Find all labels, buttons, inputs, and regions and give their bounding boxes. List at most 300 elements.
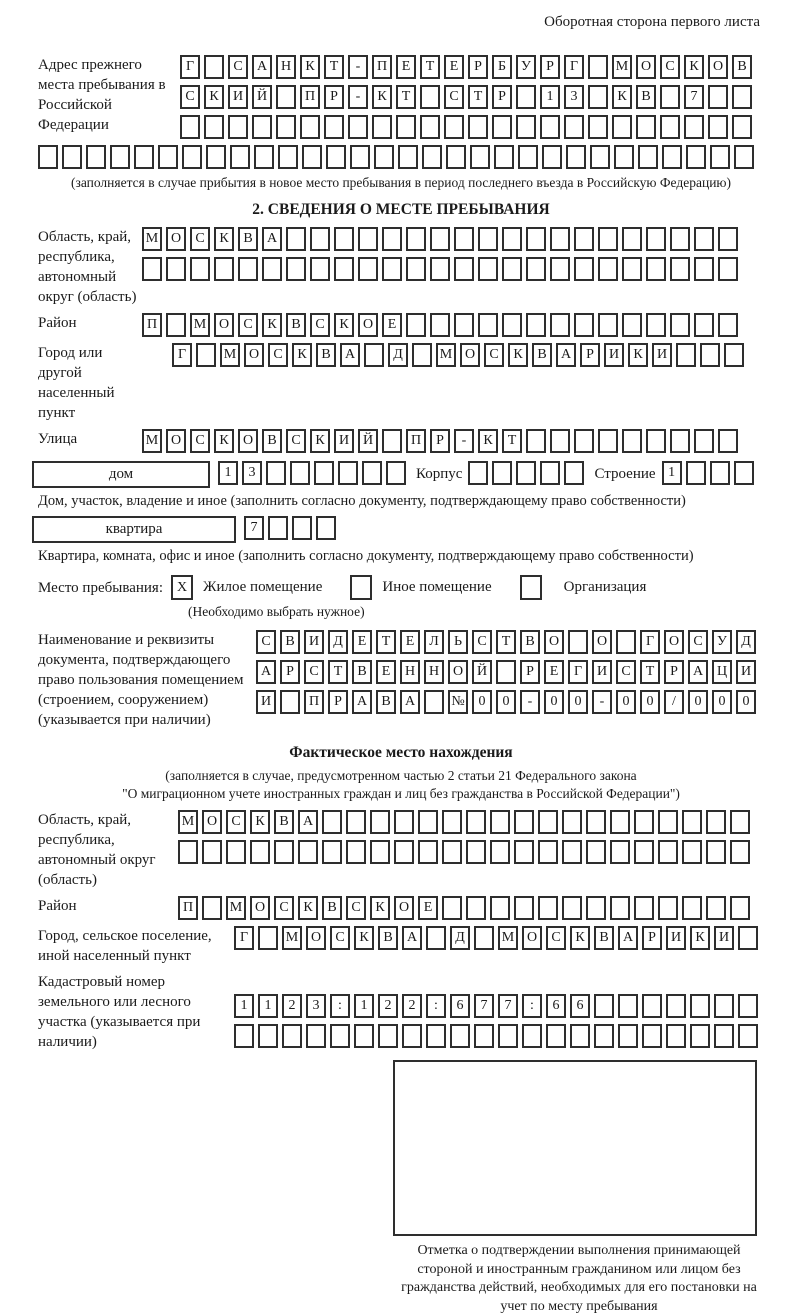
char-cell[interactable] <box>682 840 702 864</box>
char-cell[interactable] <box>718 257 738 281</box>
char-cell[interactable]: 0 <box>568 690 588 714</box>
char-cell[interactable]: П <box>178 896 198 920</box>
char-cell[interactable] <box>418 840 438 864</box>
char-cell[interactable]: И <box>334 429 354 453</box>
char-cell[interactable]: С <box>190 429 210 453</box>
char-cell[interactable] <box>492 461 512 485</box>
char-cell[interactable]: 2 <box>282 994 302 1018</box>
char-cell[interactable] <box>430 313 450 337</box>
char-cell[interactable]: 7 <box>474 994 494 1018</box>
char-cell[interactable] <box>180 115 200 139</box>
char-cell[interactable] <box>646 257 666 281</box>
char-cell[interactable]: К <box>214 227 234 251</box>
char-cell[interactable] <box>386 461 406 485</box>
checkbox-org[interactable] <box>520 575 542 600</box>
char-cell[interactable] <box>574 429 594 453</box>
char-cell[interactable]: С <box>180 85 200 109</box>
char-cell[interactable] <box>666 1024 686 1048</box>
char-cell[interactable] <box>300 115 320 139</box>
char-cell[interactable] <box>298 840 318 864</box>
char-cell[interactable] <box>724 343 744 367</box>
char-cell[interactable]: В <box>352 660 372 684</box>
char-cell[interactable] <box>516 115 536 139</box>
char-cell[interactable]: В <box>322 896 342 920</box>
char-cell[interactable]: 3 <box>242 461 262 485</box>
char-cell[interactable]: А <box>400 690 420 714</box>
char-cell[interactable] <box>86 145 106 169</box>
char-cell[interactable] <box>316 516 336 540</box>
char-cell[interactable]: 1 <box>540 85 560 109</box>
char-cell[interactable]: Б <box>492 55 512 79</box>
char-cell[interactable]: Р <box>580 343 600 367</box>
char-cell[interactable] <box>588 115 608 139</box>
char-cell[interactable] <box>324 115 344 139</box>
char-cell[interactable]: А <box>252 55 272 79</box>
char-cell[interactable]: Т <box>324 55 344 79</box>
char-cell[interactable] <box>364 343 384 367</box>
char-cell[interactable] <box>710 145 730 169</box>
char-cell[interactable] <box>564 115 584 139</box>
char-cell[interactable] <box>660 85 680 109</box>
char-cell[interactable] <box>540 115 560 139</box>
char-cell[interactable]: 6 <box>546 994 566 1018</box>
char-cell[interactable]: Т <box>468 85 488 109</box>
char-cell[interactable] <box>516 85 536 109</box>
char-cell[interactable]: К <box>508 343 528 367</box>
char-cell[interactable] <box>234 1024 254 1048</box>
char-cell[interactable]: Г <box>564 55 584 79</box>
char-cell[interactable] <box>730 840 750 864</box>
char-cell[interactable] <box>590 145 610 169</box>
char-cell[interactable]: Й <box>358 429 378 453</box>
char-cell[interactable] <box>566 145 586 169</box>
char-cell[interactable]: В <box>532 343 552 367</box>
char-cell[interactable] <box>478 227 498 251</box>
char-cell[interactable]: Д <box>328 630 348 654</box>
char-cell[interactable] <box>378 1024 398 1048</box>
char-cell[interactable] <box>586 896 606 920</box>
char-cell[interactable]: К <box>628 343 648 367</box>
char-cell[interactable]: М <box>612 55 632 79</box>
char-cell[interactable]: О <box>306 926 326 950</box>
char-cell[interactable]: К <box>478 429 498 453</box>
char-cell[interactable] <box>588 85 608 109</box>
char-cell[interactable]: 0 <box>496 690 516 714</box>
char-cell[interactable]: О <box>708 55 728 79</box>
char-cell[interactable]: 1 <box>662 461 682 485</box>
char-cell[interactable] <box>518 145 538 169</box>
char-cell[interactable] <box>190 257 210 281</box>
char-cell[interactable] <box>258 1024 278 1048</box>
char-cell[interactable]: С <box>238 313 258 337</box>
char-cell[interactable]: С <box>330 926 350 950</box>
char-cell[interactable]: В <box>636 85 656 109</box>
char-cell[interactable] <box>708 85 728 109</box>
char-cell[interactable] <box>686 145 706 169</box>
char-cell[interactable] <box>266 461 286 485</box>
char-cell[interactable]: К <box>684 55 704 79</box>
char-cell[interactable] <box>490 840 510 864</box>
char-cell[interactable] <box>474 926 494 950</box>
char-cell[interactable]: Р <box>468 55 488 79</box>
char-cell[interactable]: Е <box>444 55 464 79</box>
char-cell[interactable] <box>526 257 546 281</box>
char-cell[interactable]: Г <box>180 55 200 79</box>
char-cell[interactable] <box>666 994 686 1018</box>
char-cell[interactable]: Т <box>376 630 396 654</box>
char-cell[interactable]: 0 <box>736 690 756 714</box>
char-cell[interactable] <box>450 1024 470 1048</box>
char-cell[interactable]: В <box>274 810 294 834</box>
char-cell[interactable] <box>502 227 522 251</box>
char-cell[interactable]: Л <box>424 630 444 654</box>
char-cell[interactable] <box>326 145 346 169</box>
char-cell[interactable]: 7 <box>684 85 704 109</box>
char-cell[interactable] <box>394 810 414 834</box>
char-cell[interactable]: К <box>214 429 234 453</box>
char-cell[interactable]: Р <box>328 690 348 714</box>
char-cell[interactable] <box>540 461 560 485</box>
char-cell[interactable] <box>420 85 440 109</box>
char-cell[interactable] <box>206 145 226 169</box>
char-cell[interactable] <box>610 810 630 834</box>
char-cell[interactable] <box>732 115 752 139</box>
char-cell[interactable] <box>38 145 58 169</box>
char-cell[interactable]: - <box>348 85 368 109</box>
char-cell[interactable]: 1 <box>218 461 238 485</box>
char-cell[interactable]: А <box>352 690 372 714</box>
char-cell[interactable] <box>478 313 498 337</box>
char-cell[interactable] <box>514 840 534 864</box>
char-cell[interactable]: К <box>570 926 590 950</box>
char-cell[interactable] <box>538 840 558 864</box>
char-cell[interactable] <box>238 257 258 281</box>
char-cell[interactable] <box>670 227 690 251</box>
char-cell[interactable] <box>420 115 440 139</box>
char-cell[interactable] <box>382 227 402 251</box>
char-cell[interactable] <box>262 257 282 281</box>
char-cell[interactable]: С <box>346 896 366 920</box>
char-cell[interactable]: И <box>256 690 276 714</box>
char-cell[interactable] <box>492 115 512 139</box>
char-cell[interactable]: О <box>544 630 564 654</box>
char-cell[interactable] <box>370 840 390 864</box>
char-cell[interactable]: С <box>274 896 294 920</box>
char-cell[interactable] <box>546 1024 566 1048</box>
char-cell[interactable] <box>562 810 582 834</box>
char-cell[interactable]: В <box>376 690 396 714</box>
char-cell[interactable] <box>442 896 462 920</box>
char-cell[interactable]: И <box>666 926 686 950</box>
char-cell[interactable] <box>230 145 250 169</box>
char-cell[interactable] <box>614 145 634 169</box>
char-cell[interactable]: У <box>516 55 536 79</box>
char-cell[interactable] <box>718 313 738 337</box>
char-cell[interactable]: Г <box>172 343 192 367</box>
char-cell[interactable] <box>134 145 154 169</box>
char-cell[interactable] <box>526 313 546 337</box>
char-cell[interactable]: В <box>378 926 398 950</box>
char-cell[interactable] <box>550 313 570 337</box>
char-cell[interactable]: М <box>498 926 518 950</box>
char-cell[interactable]: Е <box>396 55 416 79</box>
char-cell[interactable] <box>706 896 726 920</box>
char-cell[interactable] <box>514 896 534 920</box>
char-cell[interactable]: К <box>292 343 312 367</box>
char-cell[interactable] <box>730 810 750 834</box>
char-cell[interactable] <box>622 257 642 281</box>
char-cell[interactable]: А <box>256 660 276 684</box>
char-cell[interactable]: К <box>310 429 330 453</box>
char-cell[interactable] <box>634 810 654 834</box>
char-cell[interactable]: Г <box>234 926 254 950</box>
char-cell[interactable]: Т <box>420 55 440 79</box>
char-cell[interactable] <box>406 257 426 281</box>
char-cell[interactable] <box>622 313 642 337</box>
char-cell[interactable]: С <box>444 85 464 109</box>
char-cell[interactable] <box>542 145 562 169</box>
char-cell[interactable] <box>292 516 312 540</box>
char-cell[interactable] <box>468 461 488 485</box>
char-cell[interactable] <box>252 115 272 139</box>
char-cell[interactable] <box>502 313 522 337</box>
char-cell[interactable] <box>178 840 198 864</box>
char-cell[interactable] <box>662 145 682 169</box>
char-cell[interactable] <box>454 257 474 281</box>
char-cell[interactable] <box>694 313 714 337</box>
char-cell[interactable]: С <box>268 343 288 367</box>
char-cell[interactable] <box>226 840 246 864</box>
char-cell[interactable]: Е <box>544 660 564 684</box>
char-cell[interactable] <box>276 85 296 109</box>
char-cell[interactable] <box>550 429 570 453</box>
char-cell[interactable]: Е <box>418 896 438 920</box>
char-cell[interactable] <box>734 461 754 485</box>
char-cell[interactable]: К <box>334 313 354 337</box>
char-cell[interactable]: Й <box>472 660 492 684</box>
char-cell[interactable] <box>322 810 342 834</box>
char-cell[interactable]: О <box>214 313 234 337</box>
char-cell[interactable] <box>586 810 606 834</box>
char-cell[interactable]: О <box>238 429 258 453</box>
char-cell[interactable]: С <box>286 429 306 453</box>
char-cell[interactable] <box>166 257 186 281</box>
char-cell[interactable]: М <box>142 429 162 453</box>
char-cell[interactable]: С <box>688 630 708 654</box>
char-cell[interactable] <box>562 840 582 864</box>
char-cell[interactable] <box>676 343 696 367</box>
char-cell[interactable]: 1 <box>258 994 278 1018</box>
char-cell[interactable] <box>738 1024 758 1048</box>
char-cell[interactable] <box>466 810 486 834</box>
char-cell[interactable]: 6 <box>450 994 470 1018</box>
char-cell[interactable] <box>618 994 638 1018</box>
char-cell[interactable] <box>110 145 130 169</box>
char-cell[interactable] <box>538 896 558 920</box>
char-cell[interactable] <box>636 115 656 139</box>
char-cell[interactable]: С <box>310 313 330 337</box>
char-cell[interactable]: Е <box>382 313 402 337</box>
char-cell[interactable] <box>254 145 274 169</box>
char-cell[interactable] <box>166 313 186 337</box>
char-cell[interactable] <box>496 660 516 684</box>
char-cell[interactable] <box>690 994 710 1018</box>
char-cell[interactable] <box>374 145 394 169</box>
char-cell[interactable] <box>430 257 450 281</box>
char-cell[interactable] <box>466 896 486 920</box>
char-cell[interactable] <box>694 429 714 453</box>
char-cell[interactable]: 3 <box>564 85 584 109</box>
char-cell[interactable] <box>334 257 354 281</box>
char-cell[interactable] <box>658 840 678 864</box>
char-cell[interactable]: А <box>402 926 422 950</box>
char-cell[interactable]: С <box>226 810 246 834</box>
char-cell[interactable]: И <box>604 343 624 367</box>
char-cell[interactable]: И <box>736 660 756 684</box>
char-cell[interactable]: С <box>546 926 566 950</box>
char-cell[interactable]: А <box>340 343 360 367</box>
char-cell[interactable] <box>642 994 662 1018</box>
char-cell[interactable] <box>258 926 278 950</box>
char-cell[interactable]: П <box>300 85 320 109</box>
char-cell[interactable] <box>454 227 474 251</box>
char-cell[interactable]: У <box>712 630 732 654</box>
char-cell[interactable] <box>310 257 330 281</box>
char-cell[interactable]: Т <box>396 85 416 109</box>
char-cell[interactable]: Р <box>324 85 344 109</box>
char-cell[interactable]: Е <box>376 660 396 684</box>
char-cell[interactable] <box>426 1024 446 1048</box>
char-cell[interactable] <box>622 429 642 453</box>
char-cell[interactable]: 3 <box>306 994 326 1018</box>
char-cell[interactable] <box>278 145 298 169</box>
char-cell[interactable] <box>622 227 642 251</box>
char-cell[interactable] <box>406 313 426 337</box>
char-cell[interactable] <box>514 810 534 834</box>
char-cell[interactable] <box>568 630 588 654</box>
char-cell[interactable] <box>280 690 300 714</box>
char-cell[interactable] <box>516 461 536 485</box>
char-cell[interactable] <box>196 343 216 367</box>
char-cell[interactable]: Е <box>352 630 372 654</box>
char-cell[interactable] <box>598 313 618 337</box>
char-cell[interactable]: О <box>664 630 684 654</box>
char-cell[interactable] <box>426 926 446 950</box>
char-cell[interactable]: Т <box>640 660 660 684</box>
char-cell[interactable]: Р <box>430 429 450 453</box>
char-cell[interactable] <box>444 115 464 139</box>
char-cell[interactable]: Д <box>388 343 408 367</box>
char-cell[interactable]: В <box>262 429 282 453</box>
char-cell[interactable]: О <box>202 810 222 834</box>
char-cell[interactable] <box>708 115 728 139</box>
char-cell[interactable]: И <box>228 85 248 109</box>
char-cell[interactable]: Ь <box>448 630 468 654</box>
char-cell[interactable] <box>346 810 366 834</box>
char-cell[interactable] <box>202 840 222 864</box>
char-cell[interactable] <box>610 840 630 864</box>
char-cell[interactable] <box>382 257 402 281</box>
char-cell[interactable] <box>470 145 490 169</box>
char-cell[interactable]: С <box>484 343 504 367</box>
char-cell[interactable]: О <box>244 343 264 367</box>
char-cell[interactable]: Й <box>252 85 272 109</box>
char-cell[interactable] <box>354 1024 374 1048</box>
char-cell[interactable]: Р <box>540 55 560 79</box>
char-cell[interactable]: А <box>618 926 638 950</box>
char-cell[interactable]: М <box>190 313 210 337</box>
char-cell[interactable] <box>682 896 702 920</box>
checkbox-inoe[interactable] <box>350 575 372 600</box>
char-cell[interactable]: О <box>592 630 612 654</box>
char-cell[interactable] <box>250 840 270 864</box>
char-cell[interactable]: С <box>304 660 324 684</box>
char-cell[interactable]: И <box>304 630 324 654</box>
char-cell[interactable] <box>382 429 402 453</box>
char-cell[interactable] <box>362 461 382 485</box>
char-cell[interactable]: Н <box>276 55 296 79</box>
char-cell[interactable]: 7 <box>498 994 518 1018</box>
char-cell[interactable] <box>406 227 426 251</box>
char-cell[interactable]: Ц <box>712 660 732 684</box>
char-cell[interactable]: Т <box>496 630 516 654</box>
char-cell[interactable] <box>498 1024 518 1048</box>
char-cell[interactable] <box>730 896 750 920</box>
char-cell[interactable] <box>732 85 752 109</box>
char-cell[interactable]: 1 <box>234 994 254 1018</box>
char-cell[interactable] <box>370 810 390 834</box>
char-cell[interactable]: В <box>732 55 752 79</box>
char-cell[interactable]: С <box>256 630 276 654</box>
char-cell[interactable]: 0 <box>544 690 564 714</box>
char-cell[interactable] <box>612 115 632 139</box>
char-cell[interactable]: Р <box>520 660 540 684</box>
char-cell[interactable] <box>562 896 582 920</box>
char-cell[interactable]: В <box>520 630 540 654</box>
char-cell[interactable]: И <box>714 926 734 950</box>
char-cell[interactable] <box>526 227 546 251</box>
char-cell[interactable] <box>310 227 330 251</box>
char-cell[interactable] <box>502 257 522 281</box>
char-cell[interactable] <box>422 145 442 169</box>
char-cell[interactable]: Н <box>424 660 444 684</box>
char-cell[interactable] <box>690 1024 710 1048</box>
char-cell[interactable] <box>348 115 368 139</box>
char-cell[interactable]: В <box>280 630 300 654</box>
char-cell[interactable]: К <box>204 85 224 109</box>
char-cell[interactable] <box>538 810 558 834</box>
char-cell[interactable]: С <box>472 630 492 654</box>
char-cell[interactable]: П <box>304 690 324 714</box>
char-cell[interactable]: И <box>652 343 672 367</box>
char-cell[interactable] <box>158 145 178 169</box>
char-cell[interactable] <box>706 840 726 864</box>
char-cell[interactable] <box>372 115 392 139</box>
char-cell[interactable]: Д <box>736 630 756 654</box>
char-cell[interactable]: С <box>228 55 248 79</box>
char-cell[interactable] <box>474 1024 494 1048</box>
char-cell[interactable] <box>526 429 546 453</box>
char-cell[interactable] <box>402 1024 422 1048</box>
char-cell[interactable]: О <box>448 660 468 684</box>
checkbox-zhiloe[interactable]: X <box>171 575 193 600</box>
char-cell[interactable]: В <box>594 926 614 950</box>
char-cell[interactable] <box>350 145 370 169</box>
char-cell[interactable] <box>214 257 234 281</box>
char-cell[interactable]: : <box>426 994 446 1018</box>
char-cell[interactable] <box>322 840 342 864</box>
char-cell[interactable]: К <box>354 926 374 950</box>
